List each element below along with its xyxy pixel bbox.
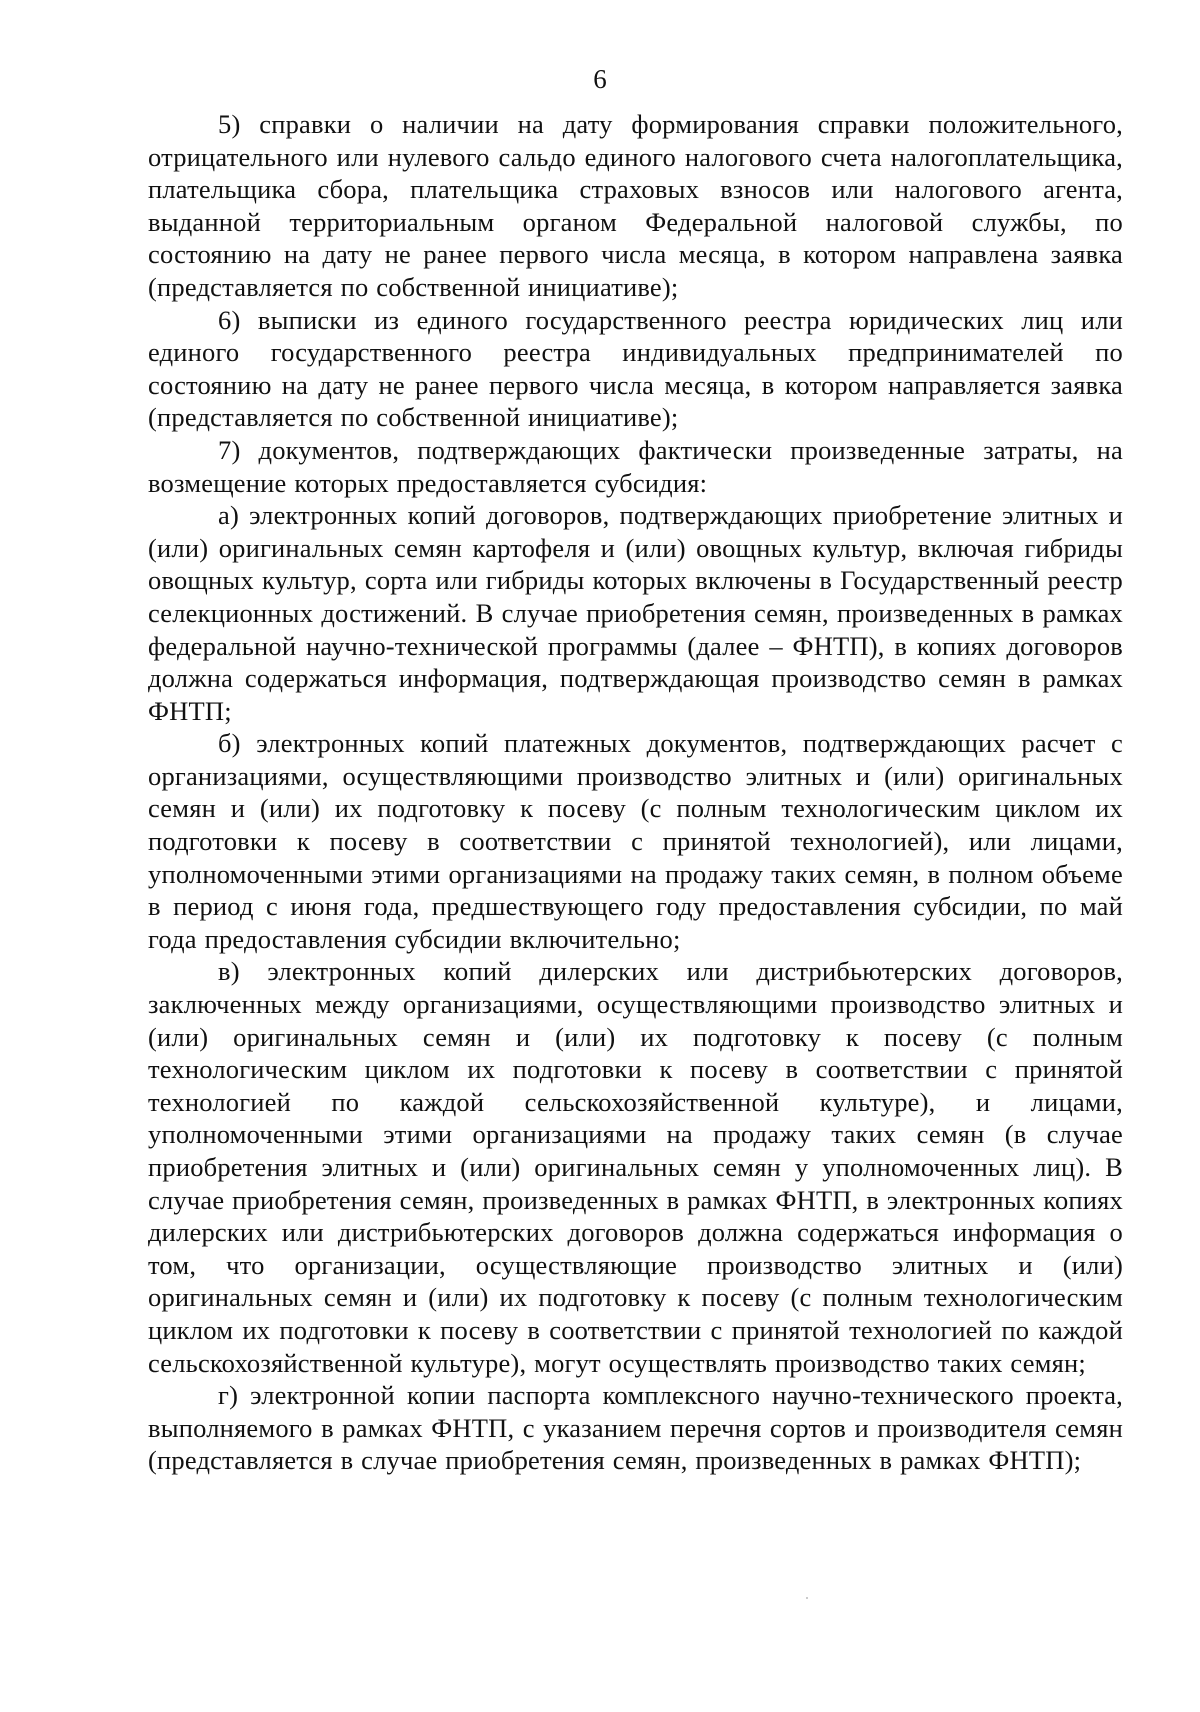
- paragraph-item-5: 5) справки о наличии на дату формирования справки положительного, отрицательного или нулевого сальдо единого налогового счета налогоплательщика, плательщика сбора, плательщика страховых взносов или налогового агента, выданной территориальным органом Федеральной налоговой службы, по состоянию на дату не ранее первого числа месяца, в котором направлена заявка (представляется по собственной инициативе);: [148, 109, 1123, 302]
- page-number: 6: [593, 64, 607, 94]
- paragraph-item-6: 6) выписки из единого государственного реестра юридических лиц или единого государственного реестра индивидуальных предпринимателей по состоянию на дату не ранее первого числа месяца, в котором направляется заявка (представляется по собственной инициативе);: [148, 304, 1123, 433]
- paragraph-subitem-b: б) электронных копий платежных документов, подтверждающих расчет с организациями, осуществляющими производство элитных и (или) оригинальных семян и (или) их подготовку к посеву (с полным технологическим циклом их подготовки к посеву в соответствии с принятой технологией), или лицами, уполномоченными этими организациями на продажу таких семян, в полном объеме в период с июня года, предшествующего году предоставления субсидии, по май года предоставления субсидии включительно;: [148, 728, 1123, 954]
- paragraph-subitem-g: г) электронной копии паспорта комплексного научно-технического проекта, выполняемого в рамках ФНТП, с указанием перечня сортов и производителя семян (представляется в случае приобретения семян, произведенных в рамках ФНТП);: [148, 1380, 1123, 1476]
- scan-artifact: [806, 1597, 808, 1599]
- paragraph-subitem-v: в) электронных копий дилерских или дистрибьютерских договоров, заключенных между организациями, осуществляющими производство элитных и (или) оригинальных семян и (или) их подготовку к посеву (с полным технологическим циклом их подготовки к посеву в соответствии с принятой технологией по каждой сельскохозяйственной культуре), и лицами, уполномоченными этими организациями на продажу таких семян (в случае приобретения элитных и (или) оригинальных семян у уполномоченных лиц). В случае приобретения семян, произведенных в рамках ФНТП, в электронных копиях дилерских или дистрибьютерских договоров должна содержаться информация о том, что организации, осуществляющие производство элитных и (или) оригинальных семян и (или) их подготовку к посеву (с полным технологическим циклом их подготовки к посеву в соответствии с принятой технологией по каждой сельскохозяйственной культуре), могут осуществлять производство таких семян;: [148, 956, 1123, 1378]
- document-body: [148, 108, 1123, 1477]
- paragraph-item-7: 7) документов, подтверждающих фактически произведенные затраты, на возмещение которых предоставляется субсидия:: [148, 434, 1123, 498]
- paragraph-subitem-a: а) электронных копий договоров, подтверждающих приобретение элитных и (или) оригинальных семян картофеля и (или) овощных культур, включая гибриды овощных культур, сорта или гибриды которых включены в Государственный реестр селекционных достижений. В случае приобретения семян, произведенных в рамках федеральной научно-технической программы (далее – ФНТП), в копиях договоров должна содержаться информация, подтверждающая производство семян в рамках ФНТП;: [148, 500, 1123, 726]
